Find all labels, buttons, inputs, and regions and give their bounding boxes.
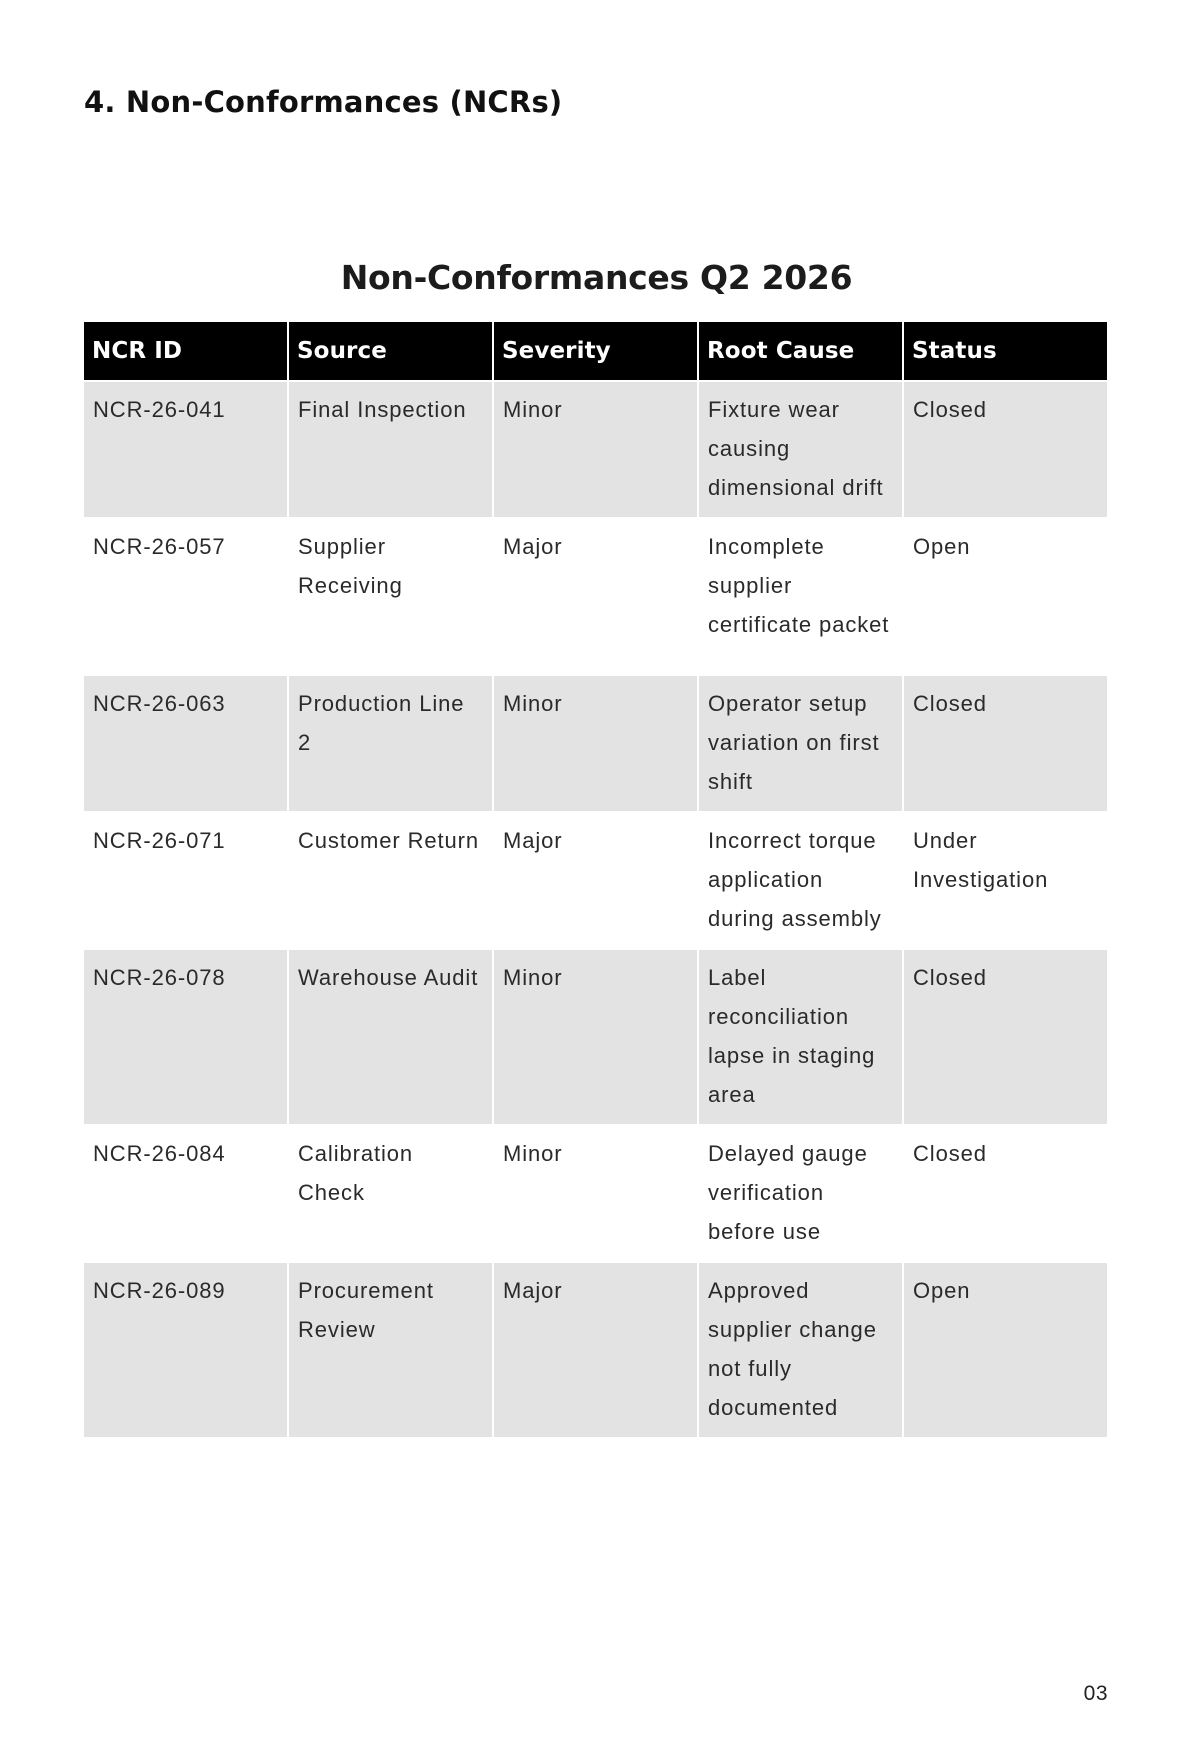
ncr-id-cell: NCR-26-078 xyxy=(84,950,287,1124)
severity-cell: Minor xyxy=(494,382,697,517)
source-cell: Calibration Check xyxy=(289,1126,492,1261)
ncr-id-cell: NCR-26-057 xyxy=(84,519,287,674)
ncr-id-cell: NCR-26-084 xyxy=(84,1126,287,1261)
ncr-id-cell: NCR-26-041 xyxy=(84,382,287,517)
status-cell: Closed xyxy=(904,382,1107,517)
table-title: Non-Conformances Q2 2026 xyxy=(340,258,853,297)
page-number: 03 xyxy=(1083,1682,1108,1705)
source-cell: Warehouse Audit xyxy=(289,950,492,1124)
table-row xyxy=(84,950,1107,1124)
column-header-status: Status xyxy=(904,322,1107,380)
severity-cell: Minor xyxy=(494,1126,697,1261)
status-cell: Closed xyxy=(904,676,1107,811)
status-cell: Closed xyxy=(904,950,1107,1124)
column-header-ncr-id: NCR ID xyxy=(84,322,287,380)
root-cause-cell: Approved supplier change not fully documented xyxy=(699,1263,902,1437)
source-cell: Procurement Review xyxy=(289,1263,492,1437)
source-cell: Customer Return xyxy=(289,813,492,948)
root-cause-cell: Operator setup variation on first shift xyxy=(699,676,902,811)
root-cause-cell: Incomplete supplier certificate packet xyxy=(699,519,902,674)
ncr-id-cell: NCR-26-063 xyxy=(84,676,287,811)
ncr-table xyxy=(82,320,1109,1439)
severity-cell: Major xyxy=(494,1263,697,1437)
status-cell: Under Investigation xyxy=(904,813,1107,948)
table-row xyxy=(84,519,1107,674)
column-header-severity: Severity xyxy=(494,322,697,380)
ncr-id-cell: NCR-26-089 xyxy=(84,1263,287,1437)
section-heading: 4. Non-Conformances (NCRs) xyxy=(84,85,563,119)
root-cause-cell: Fixture wear causing dimensional drift xyxy=(699,382,902,517)
column-header-root-cause: Root Cause xyxy=(699,322,902,380)
table-row xyxy=(84,813,1107,948)
source-cell: Final Inspection xyxy=(289,382,492,517)
root-cause-cell: Incorrect torque application during assembly xyxy=(699,813,902,948)
source-cell: Supplier Receiving xyxy=(289,519,492,674)
status-cell: Open xyxy=(904,519,1107,674)
table-row xyxy=(84,676,1107,811)
column-header-source: Source xyxy=(289,322,492,380)
severity-cell: Major xyxy=(494,813,697,948)
table-row xyxy=(84,1263,1107,1437)
table-row xyxy=(84,1126,1107,1261)
status-cell: Open xyxy=(904,1263,1107,1437)
ncr-id-cell: NCR-26-071 xyxy=(84,813,287,948)
status-cell: Closed xyxy=(904,1126,1107,1261)
source-cell: Production Line 2 xyxy=(289,676,492,811)
severity-cell: Minor xyxy=(494,676,697,811)
table-row xyxy=(84,382,1107,517)
severity-cell: Minor xyxy=(494,950,697,1124)
severity-cell: Major xyxy=(494,519,697,674)
root-cause-cell: Delayed gauge verification before use xyxy=(699,1126,902,1261)
table-header-row xyxy=(84,322,1107,380)
root-cause-cell: Label reconciliation lapse in staging area xyxy=(699,950,902,1124)
